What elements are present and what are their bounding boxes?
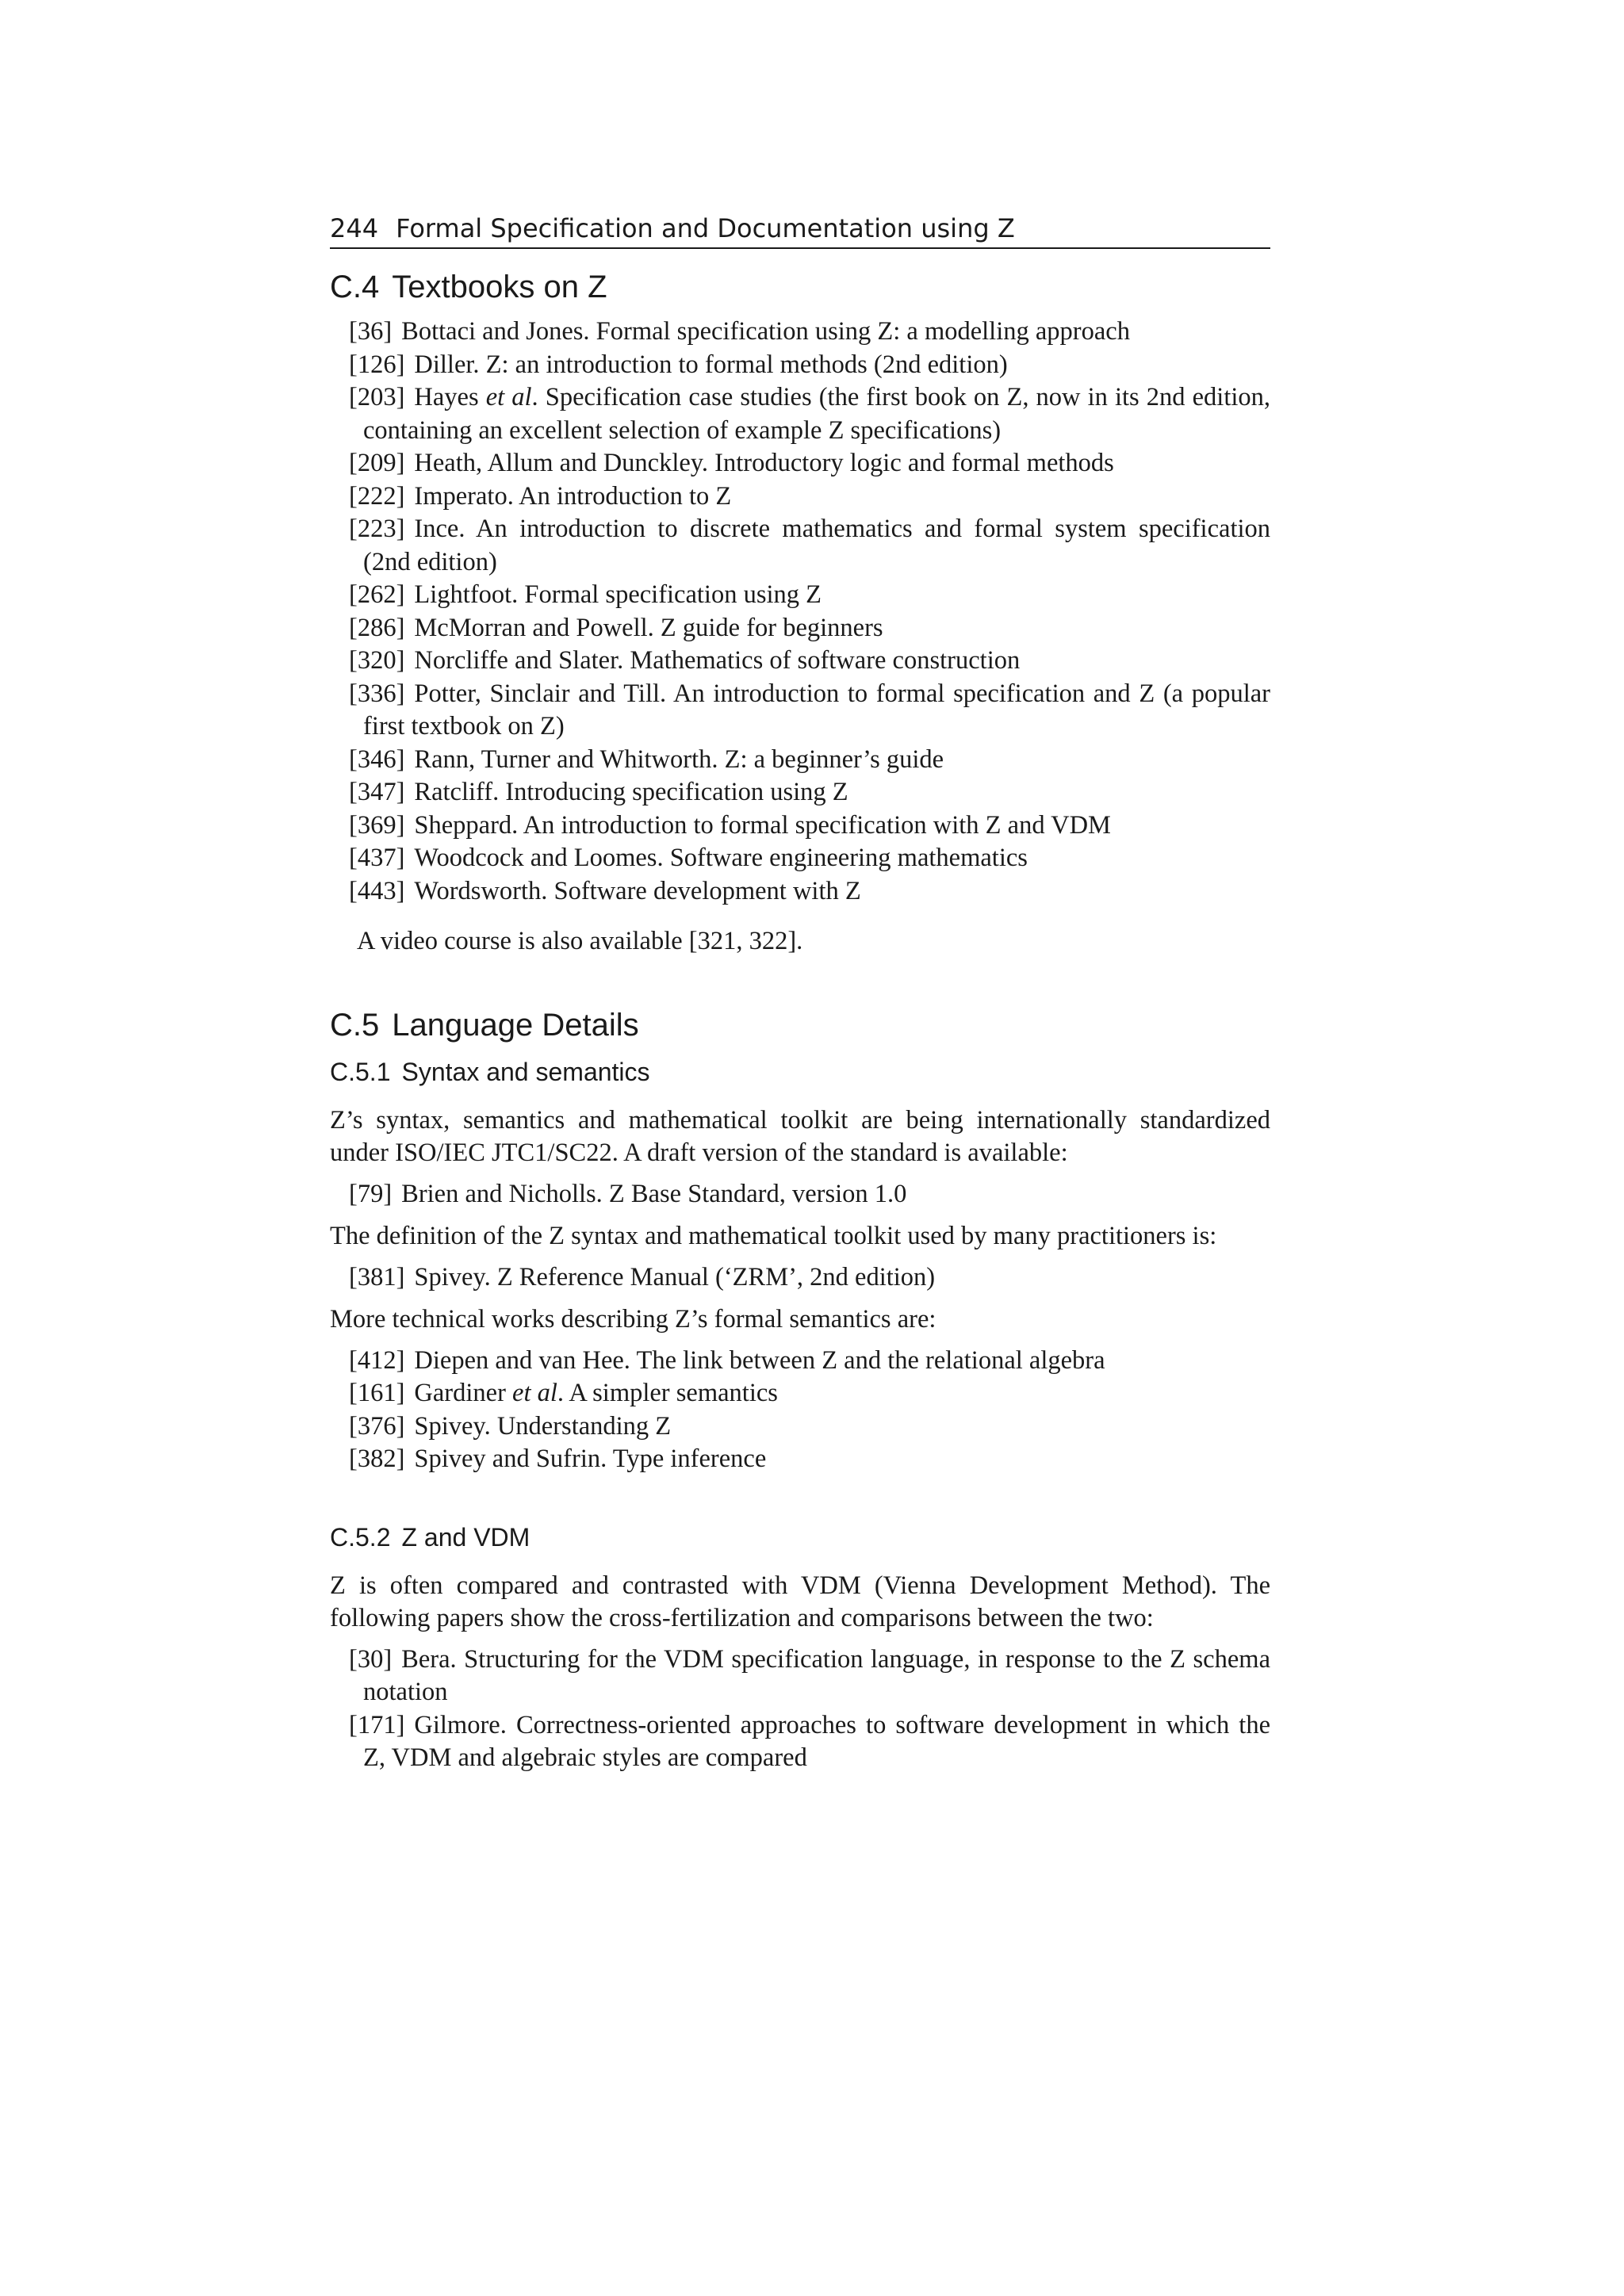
- reference-item: [336] Potter, Sinclair and Till. An introduction to formal specification and Z (a popular first textbook on Z): [349, 679, 1270, 740]
- section-title: Textbooks on Z: [392, 270, 607, 304]
- semantics-paragraph: More technical works describing Z’s formal semantics are:: [330, 1305, 936, 1334]
- running-head: [330, 212, 1270, 249]
- subsection-title: Syntax and semantics: [401, 1057, 650, 1086]
- running-head-title: Formal Specification and Documentation using Z: [396, 213, 1015, 243]
- reference-item: [381] Spivey. Z Reference Manual (‘ZRM’, 2nd edition): [349, 1262, 936, 1292]
- reference-item: [30] Bera. Structuring for the VDM specification language, in response to the Z schema notation: [349, 1644, 1270, 1706]
- page-content: [330, 212, 1270, 1775]
- reference-item: [222] Imperato. An introduction to Z: [349, 481, 732, 511]
- subsection-heading-c51: [330, 1055, 1270, 1089]
- section-heading-c5: [330, 1004, 1270, 1046]
- reference-item: [346] Rann, Turner and Whitworth. Z: a beginner’s guide: [349, 744, 944, 774]
- reference-item: [203] Hayes et al. Specification case studies (the first book on Z, now in its 2nd edition, containing an excellent selection of example Z specifications): [349, 383, 1270, 445]
- reference-item: [126] Diller. Z: an introduction to formal methods (2nd edition): [349, 350, 1008, 379]
- reference-item: [347] Ratcliff. Introducing specification using Z: [349, 778, 848, 806]
- reference-item: [223] Ince. An introduction to discrete mathematics and formal system specification (2nd edition): [349, 515, 1270, 576]
- reference-item: [382] Spivey and Sufrin. Type inference: [349, 1445, 767, 1473]
- subsection-number: C.5.2: [330, 1522, 391, 1552]
- reference-item: [171] Gilmore. Correctness-oriented approaches to software development in which the Z, VDM and algebraic styles are compared: [349, 1710, 1270, 1772]
- vdm-reference-list: [330, 1644, 1270, 1775]
- subsection-number: C.5.1: [330, 1057, 391, 1086]
- section-title: Language Details: [392, 1007, 639, 1043]
- page-number: 244: [330, 213, 379, 243]
- reference-item: [209] Heath, Allum and Dunckley. Introductory logic and formal methods: [349, 449, 1114, 477]
- reference-item: [412] Diepen and van Hee. The link between Z and the relational algebra: [349, 1345, 1105, 1375]
- section-number: C.5: [330, 1007, 380, 1043]
- video-course-note: A video course is also available [321, 322].: [357, 927, 803, 955]
- toolkit-paragraph: The definition of the Z syntax and mathematical toolkit used by many practitioners is:: [330, 1222, 1217, 1250]
- reference-item: [286] McMorran and Powell. Z guide for beginners: [349, 613, 883, 642]
- reference-item: [161] Gardiner et al. A simpler semantics: [349, 1379, 778, 1407]
- reference-item: [262] Lightfoot. Formal specification using Z: [349, 580, 822, 609]
- vdm-paragraph: Z is often compared and contrasted with VDM (Vienna Development Method). The following papers show the cross-fertilization and comparisons between the two:: [330, 1571, 1270, 1632]
- reference-item: [36] Bottaci and Jones. Formal specification using Z: a modelling approach: [349, 317, 1130, 346]
- reference-item: [369] Sheppard. An introduction to formal specification with Z and VDM: [349, 810, 1111, 840]
- syntax-paragraph: Z’s syntax, semantics and mathematical toolkit are being internationally standardized under ISO/IEC JTC1/SC22. A draft version of the standard is available:: [330, 1105, 1270, 1167]
- section-heading-c4: [330, 266, 1270, 308]
- zrm-reference-list: [330, 1261, 1270, 1295]
- reference-item: [437] Woodcock and Loomes. Software engineering mathematics: [349, 844, 1028, 872]
- subsection-heading-c52: [330, 1521, 1270, 1554]
- subsection-title: Z and VDM: [401, 1522, 530, 1552]
- textbook-reference-list: [330, 316, 1270, 908]
- section-number: C.4: [330, 270, 380, 304]
- reference-item: [320] Norcliffe and Slater. Mathematics of software construction: [349, 646, 1021, 675]
- semantics-reference-list: [330, 1345, 1270, 1476]
- reference-item: [443] Wordsworth. Software development with Z: [349, 876, 861, 905]
- reference-item: [79] Brien and Nicholls. Z Base Standard, version 1.0: [349, 1179, 907, 1208]
- reference-item: [376] Spivey. Understanding Z: [349, 1411, 672, 1441]
- standard-reference-list: [330, 1178, 1270, 1211]
